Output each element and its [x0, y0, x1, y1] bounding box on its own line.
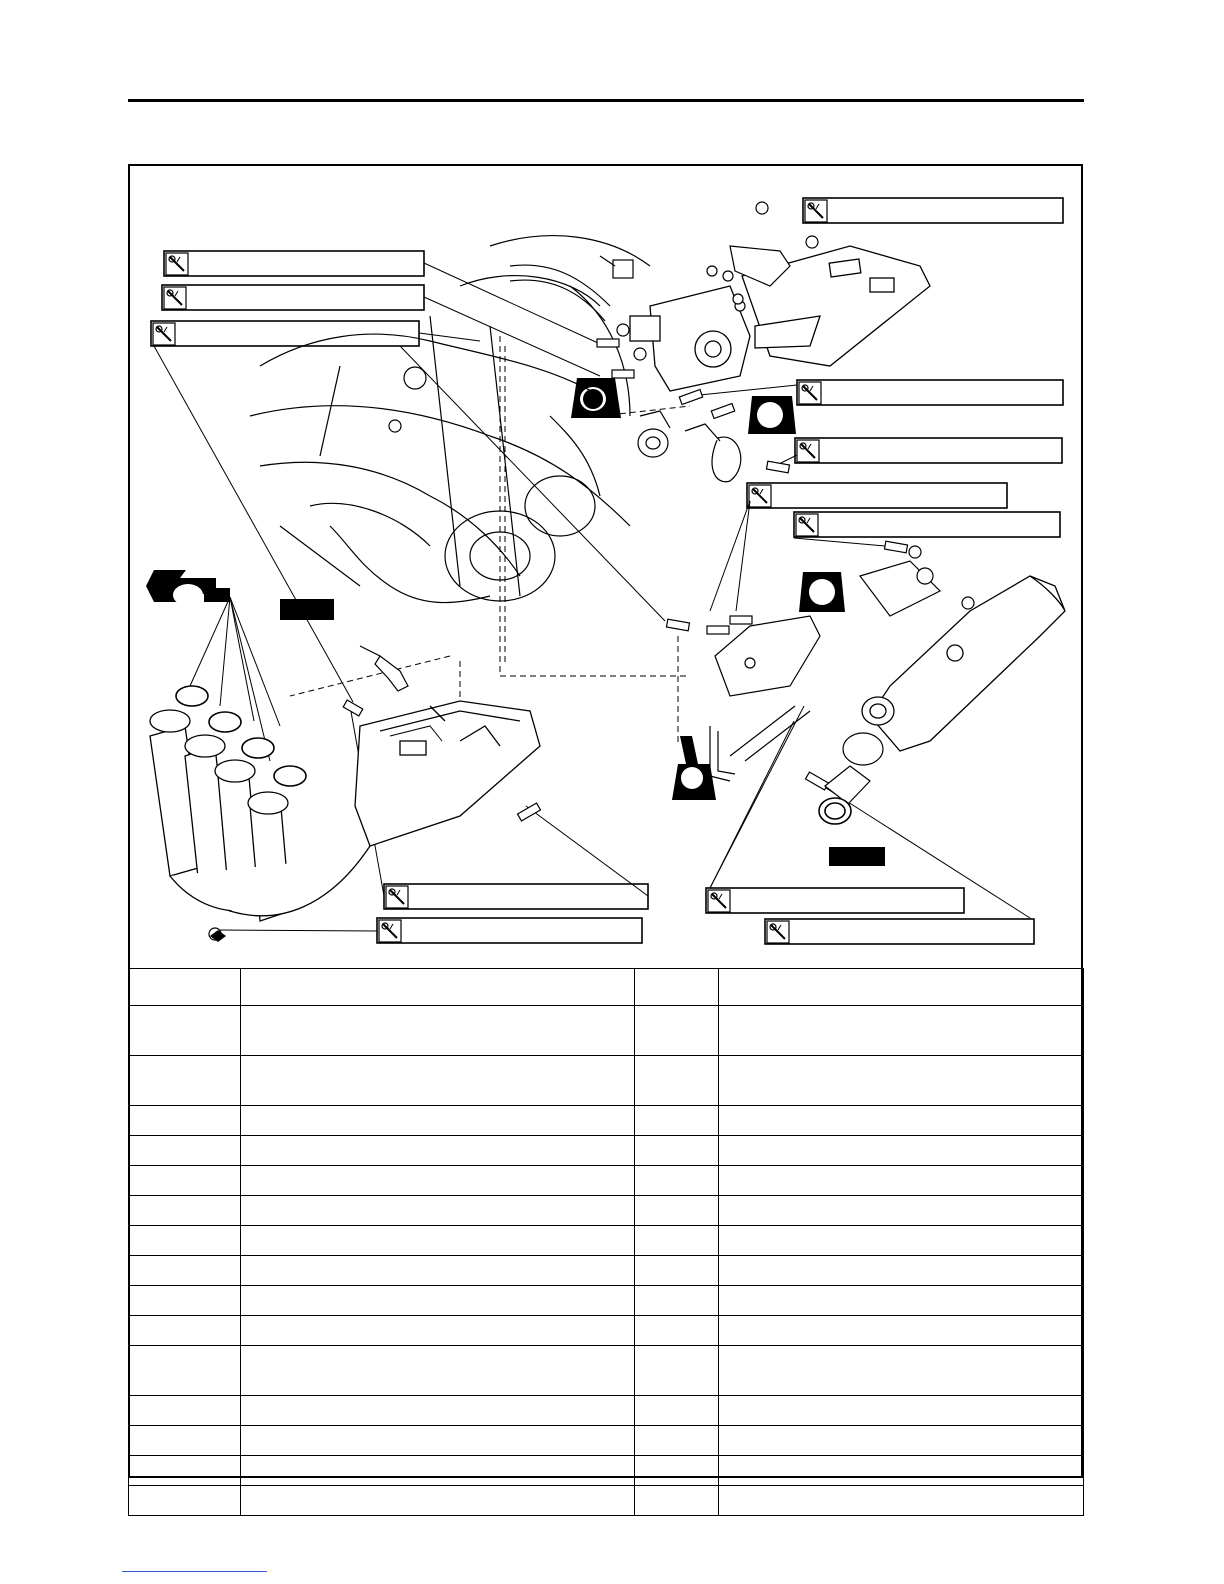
- table-row: [129, 1256, 1084, 1286]
- torque-callout: [747, 483, 1007, 508]
- torque-callout: [162, 285, 424, 310]
- table-row: [129, 1136, 1084, 1166]
- exup-cables: [510, 265, 610, 321]
- torque-callout: [797, 380, 1063, 405]
- exhaust-exploded-diagram: [130, 166, 1081, 968]
- torque-callout: [377, 918, 642, 943]
- lt-thread-lock-icon: [748, 396, 796, 434]
- table-row: [129, 1166, 1084, 1196]
- new-part-badge: [280, 599, 334, 620]
- gasket: [819, 798, 851, 824]
- page-footer-link[interactable]: [122, 1571, 267, 1572]
- torque-callout: [384, 884, 648, 909]
- table-row: [129, 1456, 1084, 1486]
- pulley-cover: [638, 411, 741, 482]
- table-row: [129, 1196, 1084, 1226]
- exhaust-clamp: [825, 733, 883, 804]
- exup-cable-lower: [710, 706, 810, 781]
- header-rule: [128, 99, 1084, 102]
- muffler-bracket: [860, 561, 940, 616]
- table-row: [129, 1056, 1084, 1106]
- cable-connector: [600, 256, 633, 278]
- table-row: [129, 1316, 1084, 1346]
- table-row: [129, 1226, 1084, 1256]
- table-row: [129, 1486, 1084, 1516]
- torque-callout: [794, 512, 1060, 537]
- table-row: [129, 1006, 1084, 1056]
- torque-callout: [706, 888, 964, 913]
- table-row: [129, 1426, 1084, 1456]
- table-row: [129, 969, 1084, 1006]
- heat-protector: [715, 616, 820, 696]
- lt-thread-lock-icon: [799, 572, 845, 612]
- parts-table: [128, 968, 1084, 1516]
- table-row: [129, 1106, 1084, 1136]
- exup-servo-motor: [630, 286, 750, 391]
- torque-callout: [151, 321, 419, 346]
- torque-callout: [765, 919, 1034, 944]
- torque-callout: [795, 438, 1062, 463]
- torque-callout: [803, 198, 1063, 223]
- table-row: [129, 1396, 1084, 1426]
- grease-icon: [146, 570, 230, 606]
- table-row: [129, 1286, 1084, 1316]
- torque-callout: [164, 251, 424, 276]
- catalyst-collector: [355, 701, 540, 846]
- new-part-badge: [829, 847, 885, 866]
- table-row: [129, 1346, 1084, 1396]
